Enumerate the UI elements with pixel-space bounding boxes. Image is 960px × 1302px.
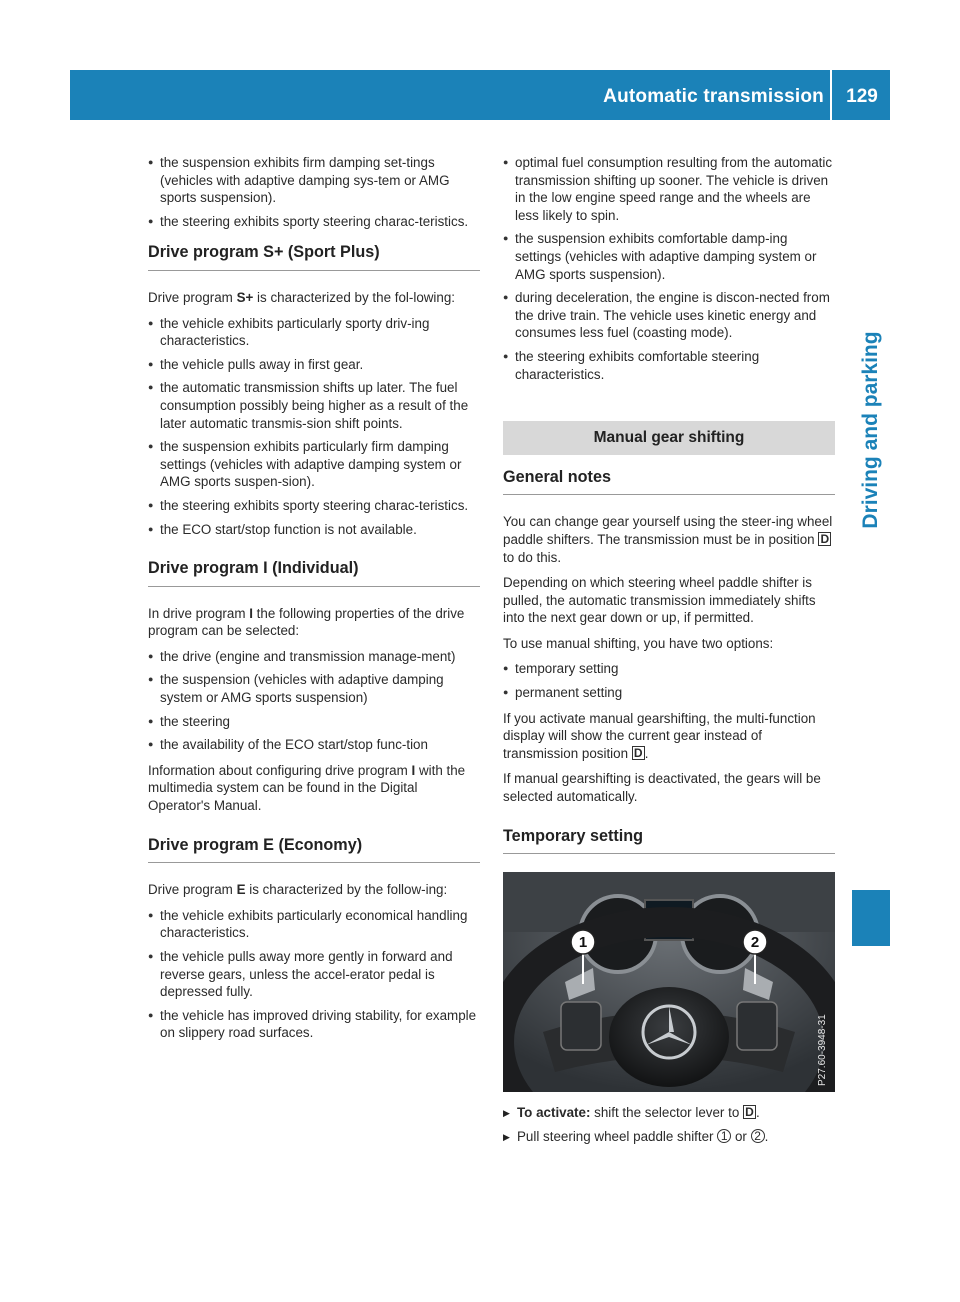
step-pull-paddle: [503, 1128, 835, 1146]
list-item: ● the steering exhibits sporty steering charac-teristics.: [148, 497, 480, 515]
economy-bullet-list: [148, 907, 480, 1042]
sport-plus-bullet-list: [148, 315, 480, 539]
list-item: ● the ECO start/stop function is not available.: [148, 521, 480, 539]
text-run: .: [764, 1128, 769, 1144]
program-code: I: [249, 605, 253, 621]
text-run: Pull steering wheel paddle shifter: [517, 1128, 718, 1144]
callout-1-symbol: 1: [717, 1129, 731, 1143]
text-run: to do this.: [503, 549, 562, 565]
text-run: .: [644, 745, 649, 761]
text-run: the following properties of the drive program can be selected:: [148, 605, 465, 639]
list-item: ● the vehicle exhibits particularly sporty driv-ing characteristics.: [148, 315, 480, 350]
chapter-side-label: Driving and parking: [859, 331, 882, 529]
text-run: is characterized by the fol-lowing:: [253, 289, 456, 305]
right-column: [503, 154, 835, 1151]
list-item: ● the availability of the ECO start/stop func-tion: [148, 736, 480, 754]
step-label: To activate:: [517, 1105, 591, 1121]
list-item: ● temporary setting: [503, 660, 835, 678]
section-heading-temporary-setting: Temporary setting: [503, 828, 835, 855]
list-item: ● during deceleration, the engine is discon-nected from the drive train. The vehicle uses kinetic energy and consumes less fuel (coasting mode).: [503, 289, 835, 342]
general-p3: To use manual shifting, you have two options:: [503, 635, 774, 651]
list-item: ● the vehicle pulls away more gently in forward and reverse gears, unless the accel-erator pedal is depressed fully.: [148, 948, 480, 1001]
section-heading-sport-plus: Drive program S+ (Sport Plus): [148, 244, 480, 271]
callout-1-label: 1: [578, 934, 588, 952]
individual-bullet-list: [148, 648, 480, 754]
page-title: Automatic transmission: [603, 86, 824, 107]
list-item: ● the suspension exhibits comfortable damp-ing settings (vehicles with adaptive damping system or AMG sports suspension).: [503, 230, 835, 283]
text-run: If you activate manual gearshifting, the multi-function display will show the current gear instead of transmission position: [503, 710, 816, 761]
text-run: is characterized by the follow-ing:: [245, 882, 448, 898]
section-heading-economy: Drive program E (Economy): [148, 837, 480, 864]
program-code: I: [411, 762, 416, 778]
page-header: [70, 70, 890, 120]
list-item: ● the vehicle has improved driving stability, for example on slippery road surfaces.: [148, 1007, 480, 1042]
general-p5: If manual gearshifting is deactivated, the gears will be selected automatically.: [503, 771, 821, 805]
figure-code: P27.60-3948-31: [817, 1014, 828, 1087]
list-item: ● the suspension (vehicles with adaptive damping system or AMG sports suspension): [148, 671, 480, 706]
economy-intro: [148, 881, 480, 899]
individual-intro: [148, 605, 480, 640]
general-p4: [503, 710, 835, 763]
text-run: Drive program: [148, 882, 237, 898]
sport-plus-intro: [148, 289, 480, 307]
list-item: ● the suspension exhibits particularly firm damping settings (vehicles with adaptive damping system or AMG sports suspen-sion).: [148, 438, 480, 491]
list-item: ● permanent setting: [503, 684, 835, 702]
list-item: ● the steering: [148, 713, 480, 731]
text-run: .: [756, 1105, 760, 1121]
section-banner-manual-gear-shifting: Manual gear shifting: [503, 421, 835, 455]
program-code: S+: [236, 289, 254, 305]
page-number: 129: [846, 86, 878, 107]
list-item: ● the suspension exhibits firm damping set-tings (vehicles with adaptive damping sys-tem or AMG sports suspension).: [148, 154, 480, 207]
chapter-side-tab: [852, 890, 890, 946]
text-run: In drive program: [148, 605, 250, 621]
intro-bullet-list: [148, 154, 480, 230]
text-run: Drive program: [148, 289, 237, 305]
list-item: ● the vehicle exhibits particularly economical handling characteristics.: [148, 907, 480, 942]
text-run: with the multimedia system can be found in the Digital Operator's Manual.: [148, 762, 466, 814]
header-separator: [830, 70, 832, 120]
list-item: ● the steering exhibits sporty steering charac-teristics.: [148, 213, 480, 231]
text-run: or: [731, 1128, 751, 1144]
list-item: ● the drive (engine and transmission manage-ment): [148, 648, 480, 666]
gear-d-symbol: D: [743, 1105, 756, 1119]
steering-wheel-figure: [503, 872, 835, 1092]
general-p2: Depending on which steering wheel paddle shifter is pulled, the automatic transmission immediately shifts into the next gear down or up, if permitted.: [503, 575, 816, 626]
list-item: ● optimal fuel consumption resulting from the automatic transmission shifting up sooner. The vehicle is driven in the low engine speed range and the wheels are less likely to spin.: [503, 154, 835, 224]
program-code: E: [236, 882, 246, 898]
text-run: Information about configuring drive program: [148, 762, 412, 778]
shifting-options-list: [503, 660, 835, 701]
economy-continued-bullet-list: [503, 154, 835, 383]
gear-d-symbol: D: [818, 532, 831, 546]
text-run: You can change gear yourself using the steer-ing wheel paddle shifters. The transmission must be in position: [503, 514, 833, 547]
gear-d-symbol: D: [632, 746, 645, 760]
text-run: shift the selector lever to: [590, 1105, 743, 1121]
list-item: ● the automatic transmission shifts up later. The fuel consumption possibly being higher as a result of the later automatic transmis-sion shift points.: [148, 379, 480, 432]
step-activate: [503, 1104, 835, 1122]
callout-2-symbol: 2: [751, 1129, 765, 1143]
left-column: [148, 154, 480, 1050]
list-item: ● the vehicle pulls away in first gear.: [148, 356, 480, 374]
individual-info: [148, 762, 480, 815]
general-p1: [503, 513, 835, 566]
callout-2-label: 2: [750, 934, 760, 952]
section-heading-individual: Drive program I (Individual): [148, 560, 480, 587]
section-heading-general-notes: General notes: [503, 469, 835, 496]
steering-wheel-illustration: [503, 872, 835, 1092]
list-item: ● the steering exhibits comfortable steering characteristics.: [503, 348, 835, 383]
